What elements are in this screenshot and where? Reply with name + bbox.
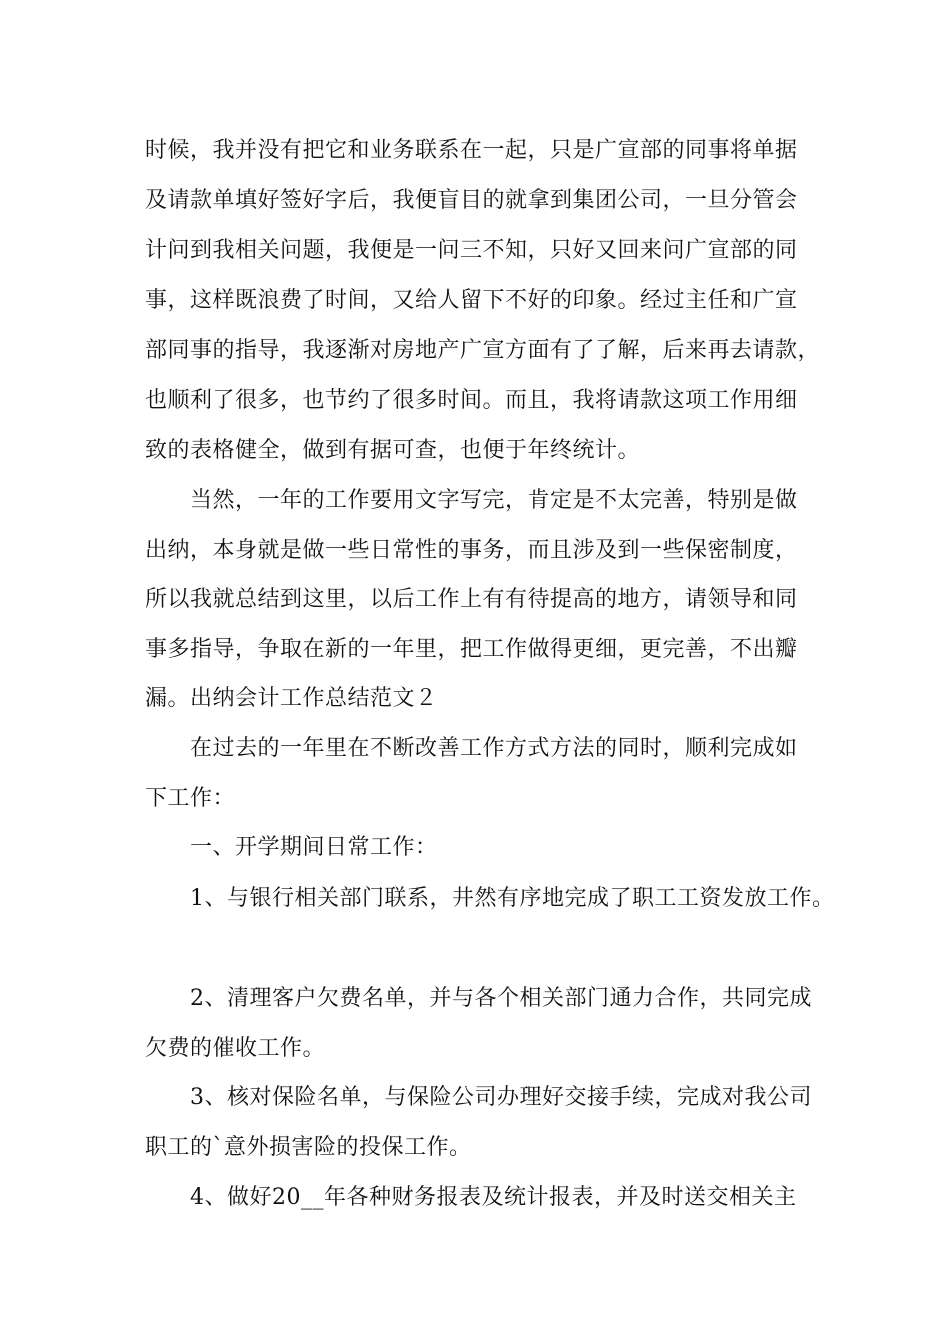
text-line-1: 时候，我并没有把它和业务联系在一起，只是广宣部的同事将单据 [145, 138, 798, 163]
text-line-9: 出纳，本身就是做一些日常性的事务，而且涉及到一些保密制度， [145, 538, 798, 563]
text-line-14: 下工作： [145, 786, 236, 811]
text-line-15: 一、开学期间日常工作： [190, 835, 438, 860]
text-line-18: 欠费的催收工作。 [145, 1036, 326, 1061]
text-line-2: 及请款单填好签好字后，我便盲目的就拿到集团公司，一旦分管会 [145, 188, 798, 213]
text-line-5: 部同事的指导，我逐渐对房地产广宣方面有了了解，后来再去请款， [145, 338, 821, 363]
text-line-19: 3、核对保险名单，与保险公司办理好交接手续，完成对我公司 [190, 1085, 812, 1110]
text-line-11: 事多指导，争取在新的一年里，把工作做得更细，更完善，不出瓣 [145, 637, 798, 662]
text-line-8: 当然，一年的工作要用文字写完，肯定是不太完善，特别是做 [190, 488, 798, 513]
text-line-16: 1、与银行相关部门联系，井然有序地完成了职工工资发放工作。 [190, 886, 835, 911]
text-line-3: 计问到我相关问题，我便是一问三不知，只好又回来问广宣部的同 [145, 238, 798, 263]
text-line-10: 所以我就总结到这里，以后工作上有有待提高的地方，请领导和同 [145, 587, 798, 612]
text-line-20: 职工的`意外损害险的投保工作。 [145, 1135, 472, 1160]
text-line-17: 2、清理客户欠费名单，并与各个相关部门通力合作，共同完成 [190, 986, 812, 1011]
text-line-12: 漏。出纳会计工作总结范文２ [145, 686, 438, 711]
text-line-21: 4、做好20__年各种财务报表及统计报表，并及时送交相关主 [190, 1185, 797, 1210]
text-line-6: 也顺利了很多，也节约了很多时间。而且，我将请款这项工作用细 [145, 388, 798, 413]
text-line-7: 致的表格健全，做到有据可查，也便于年终统计。 [145, 438, 641, 463]
text-line-13: 在过去的一年里在不断改善工作方式方法的同时，顺利完成如 [190, 736, 798, 761]
text-line-4: 事，这样既浪费了时间，又给人留下不好的印象。经过主任和广宣 [145, 288, 798, 313]
